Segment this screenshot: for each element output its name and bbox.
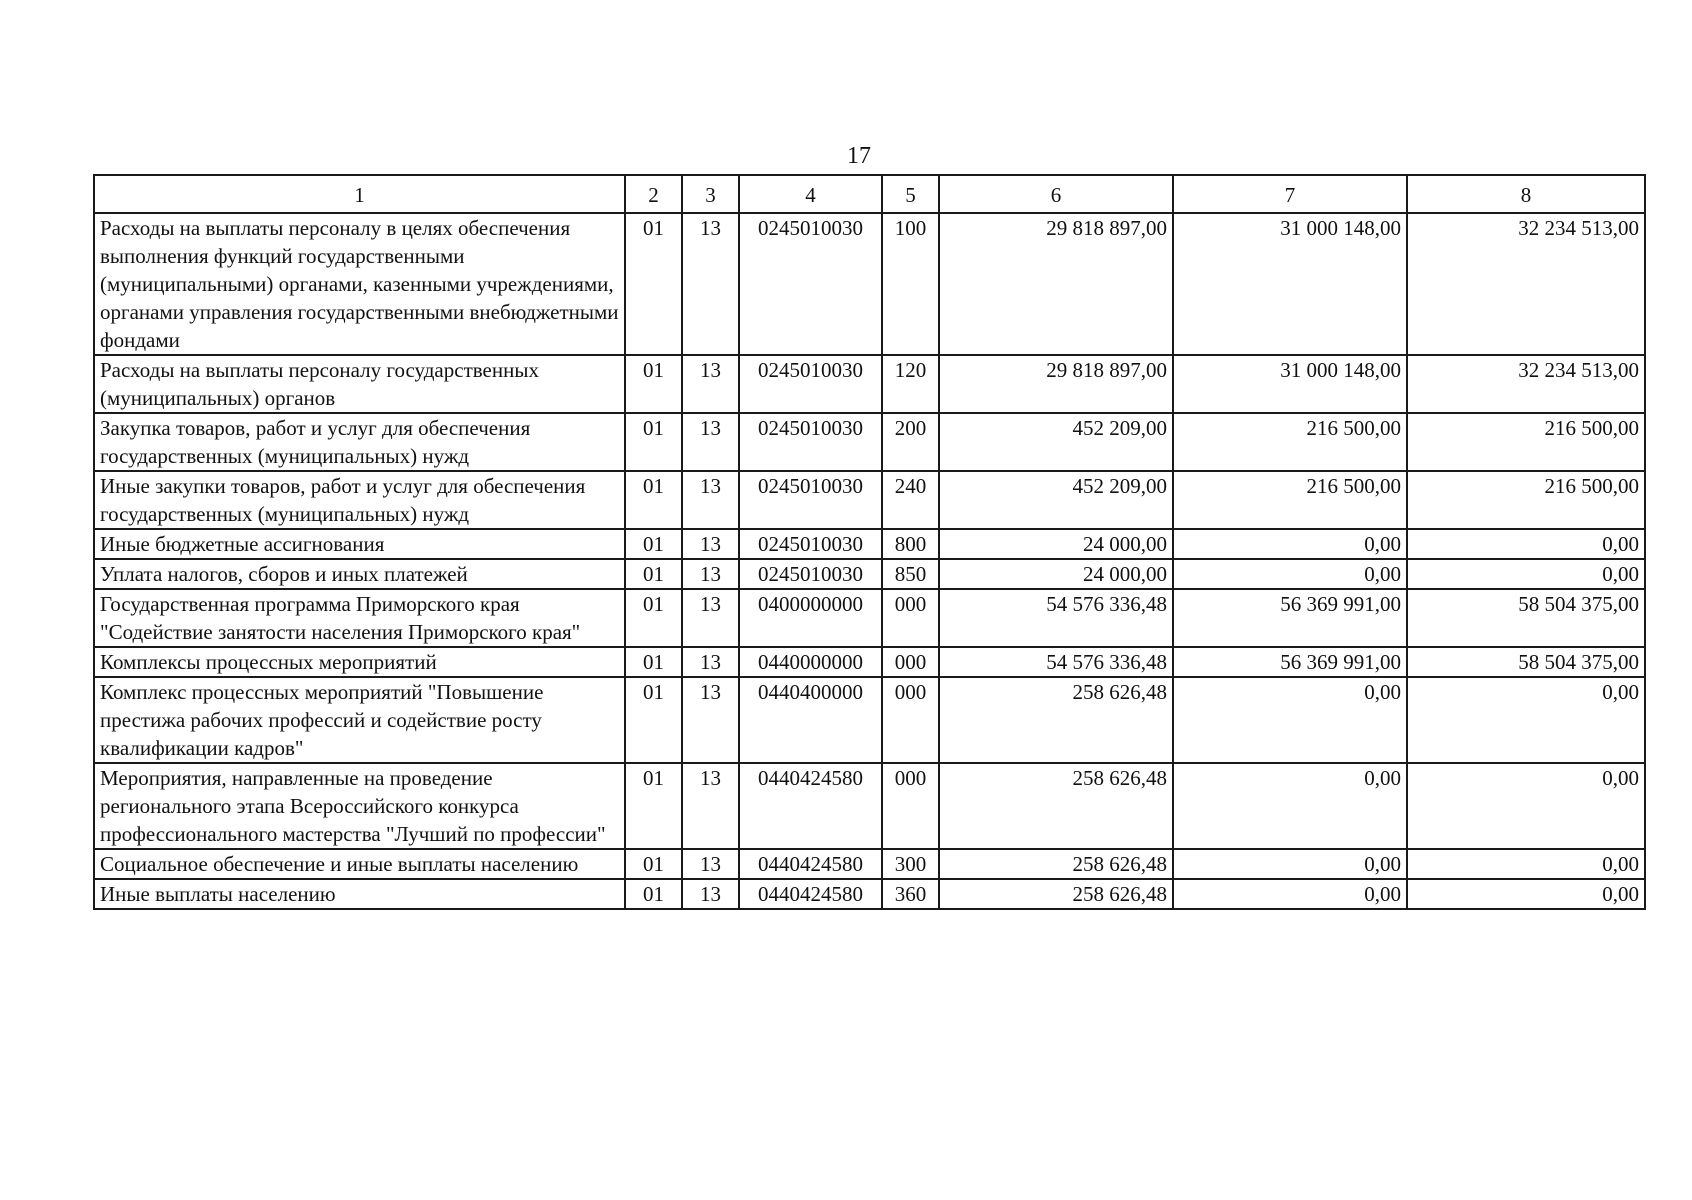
table-row <box>94 559 1645 589</box>
row-subsection: 13 <box>682 559 739 589</box>
row-amount-col7: 0,00 <box>1173 677 1407 763</box>
table-row <box>94 763 1645 849</box>
row-amount-col6: 54 576 336,48 <box>939 589 1173 647</box>
table-row <box>94 879 1645 909</box>
row-subsection: 13 <box>682 849 739 879</box>
row-section: 01 <box>625 355 682 413</box>
row-target-code: 0440400000 <box>739 677 882 763</box>
row-amount-col7: 0,00 <box>1173 763 1407 849</box>
row-target-code: 0245010030 <box>739 413 882 471</box>
table-row <box>94 647 1645 677</box>
row-target-code: 0400000000 <box>739 589 882 647</box>
row-amount-col8: 0,00 <box>1407 879 1645 909</box>
row-subsection: 13 <box>682 213 739 355</box>
row-amount-col6: 54 576 336,48 <box>939 647 1173 677</box>
row-name: Иные выплаты населению <box>94 879 625 909</box>
row-amount-col8: 58 504 375,00 <box>1407 589 1645 647</box>
row-target-code: 0245010030 <box>739 213 882 355</box>
row-name: Социальное обеспечение и иные выплаты населению <box>94 849 625 879</box>
header-row <box>94 175 1645 213</box>
row-subsection: 13 <box>682 677 739 763</box>
row-amount-col7: 216 500,00 <box>1173 471 1407 529</box>
row-subsection: 13 <box>682 763 739 849</box>
row-expense-type: 360 <box>882 879 939 909</box>
column-header-5: 5 <box>882 175 939 213</box>
row-section: 01 <box>625 471 682 529</box>
row-amount-col7: 216 500,00 <box>1173 413 1407 471</box>
row-section: 01 <box>625 413 682 471</box>
row-expense-type: 000 <box>882 647 939 677</box>
row-section: 01 <box>625 529 682 559</box>
row-amount-col6: 29 818 897,00 <box>939 213 1173 355</box>
row-amount-col6: 258 626,48 <box>939 849 1173 879</box>
row-amount-col7: 0,00 <box>1173 559 1407 589</box>
row-amount-col8: 216 500,00 <box>1407 413 1645 471</box>
row-target-code: 0245010030 <box>739 355 882 413</box>
row-amount-col6: 258 626,48 <box>939 763 1173 849</box>
row-expense-type: 240 <box>882 471 939 529</box>
row-target-code: 0440424580 <box>739 849 882 879</box>
row-amount-col8: 32 234 513,00 <box>1407 213 1645 355</box>
row-name: Закупка товаров, работ и услуг для обеспечения государственных (муниципальных) нужд <box>94 413 625 471</box>
row-amount-col7: 0,00 <box>1173 879 1407 909</box>
row-target-code: 0245010030 <box>739 559 882 589</box>
row-amount-col7: 0,00 <box>1173 849 1407 879</box>
column-header-2: 2 <box>625 175 682 213</box>
row-amount-col6: 29 818 897,00 <box>939 355 1173 413</box>
row-name: Мероприятия, направленные на проведение регионального этапа Всероссийского конкурса профессионального мастерства "Лучший по профессии" <box>94 763 625 849</box>
row-amount-col7: 31 000 148,00 <box>1173 213 1407 355</box>
table-row <box>94 213 1645 355</box>
row-expense-type: 120 <box>882 355 939 413</box>
row-amount-col6: 452 209,00 <box>939 471 1173 529</box>
row-target-code: 0440424580 <box>739 763 882 849</box>
row-section: 01 <box>625 763 682 849</box>
column-header-8: 8 <box>1407 175 1645 213</box>
row-subsection: 13 <box>682 355 739 413</box>
row-expense-type: 000 <box>882 677 939 763</box>
row-expense-type: 850 <box>882 559 939 589</box>
row-amount-col7: 31 000 148,00 <box>1173 355 1407 413</box>
table-row <box>94 677 1645 763</box>
row-amount-col8: 216 500,00 <box>1407 471 1645 529</box>
row-section: 01 <box>625 213 682 355</box>
page-number: 17 <box>847 143 871 169</box>
table-row <box>94 355 1645 413</box>
column-header-4: 4 <box>739 175 882 213</box>
row-subsection: 13 <box>682 879 739 909</box>
row-amount-col8: 0,00 <box>1407 763 1645 849</box>
row-subsection: 13 <box>682 589 739 647</box>
row-expense-type: 000 <box>882 589 939 647</box>
row-amount-col8: 32 234 513,00 <box>1407 355 1645 413</box>
row-subsection: 13 <box>682 413 739 471</box>
row-name: Комплексы процессных мероприятий <box>94 647 625 677</box>
row-name: Расходы на выплаты персоналу в целях обеспечения выполнения функций государственными (муниципальными) органами, казенными учреждениями, органами управления государственными внебюджетными фондами <box>94 213 625 355</box>
table-row <box>94 471 1645 529</box>
row-section: 01 <box>625 559 682 589</box>
column-header-3: 3 <box>682 175 739 213</box>
row-expense-type: 200 <box>882 413 939 471</box>
row-amount-col6: 258 626,48 <box>939 879 1173 909</box>
row-name: Государственная программа Приморского края "Содействие занятости населения Приморского края" <box>94 589 625 647</box>
column-header-7: 7 <box>1173 175 1407 213</box>
row-expense-type: 800 <box>882 529 939 559</box>
row-amount-col8: 58 504 375,00 <box>1407 647 1645 677</box>
row-amount-col8: 0,00 <box>1407 559 1645 589</box>
row-name: Комплекс процессных мероприятий "Повышение престижа рабочих профессий и содействие росту квалификации кадров" <box>94 677 625 763</box>
row-section: 01 <box>625 879 682 909</box>
row-amount-col6: 24 000,00 <box>939 529 1173 559</box>
row-section: 01 <box>625 849 682 879</box>
row-section: 01 <box>625 677 682 763</box>
row-amount-col7: 56 369 991,00 <box>1173 647 1407 677</box>
row-target-code: 0245010030 <box>739 529 882 559</box>
row-expense-type: 300 <box>882 849 939 879</box>
row-name: Иные закупки товаров, работ и услуг для обеспечения государственных (муниципальных) нужд <box>94 471 625 529</box>
table-row <box>94 413 1645 471</box>
row-amount-col6: 24 000,00 <box>939 559 1173 589</box>
row-name: Уплата налогов, сборов и иных платежей <box>94 559 625 589</box>
row-section: 01 <box>625 589 682 647</box>
row-target-code: 0440424580 <box>739 879 882 909</box>
row-subsection: 13 <box>682 529 739 559</box>
row-amount-col6: 258 626,48 <box>939 677 1173 763</box>
row-amount-col7: 56 369 991,00 <box>1173 589 1407 647</box>
column-header-6: 6 <box>939 175 1173 213</box>
row-section: 01 <box>625 647 682 677</box>
row-amount-col8: 0,00 <box>1407 849 1645 879</box>
table-row <box>94 589 1645 647</box>
column-header-1: 1 <box>94 175 625 213</box>
table-row <box>94 849 1645 879</box>
row-amount-col6: 452 209,00 <box>939 413 1173 471</box>
row-expense-type: 100 <box>882 213 939 355</box>
row-name: Расходы на выплаты персоналу государственных (муниципальных) органов <box>94 355 625 413</box>
row-target-code: 0245010030 <box>739 471 882 529</box>
row-expense-type: 000 <box>882 763 939 849</box>
row-name: Иные бюджетные ассигнования <box>94 529 625 559</box>
row-amount-col8: 0,00 <box>1407 529 1645 559</box>
row-target-code: 0440000000 <box>739 647 882 677</box>
row-amount-col8: 0,00 <box>1407 677 1645 763</box>
budget-table <box>93 174 1646 910</box>
row-subsection: 13 <box>682 647 739 677</box>
row-amount-col7: 0,00 <box>1173 529 1407 559</box>
row-subsection: 13 <box>682 471 739 529</box>
table-row <box>94 529 1645 559</box>
